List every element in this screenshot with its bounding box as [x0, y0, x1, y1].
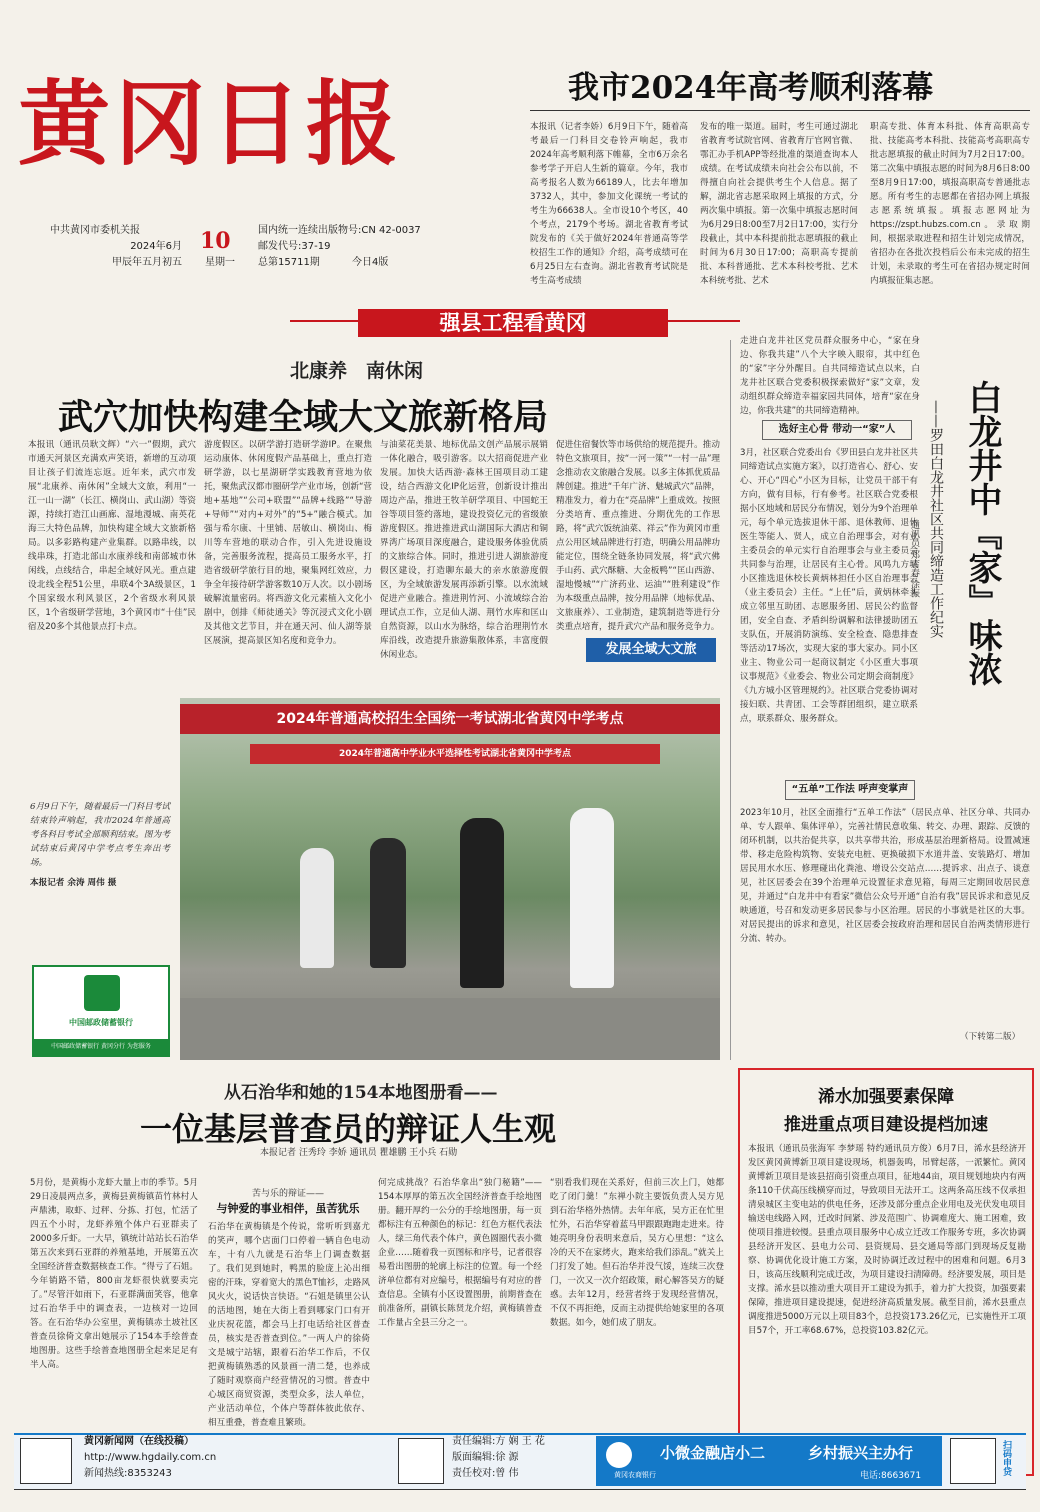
masthead-logo: 黄冈日报 [18, 70, 403, 178]
lead-headline: 我市2024年高考顺利落幕 [568, 70, 934, 106]
lead-col-1: 本报讯（记者李娇）6月9日下午，随着高考最后一门科目交卷铃声响起，我市2024年高考顺利落下帷幕，全市6万余名参考学子开启人生新的篇章。今年，我市高考报名人数为66189人，比去年增加3732人，其中，参加文化课统一考试的考生为66638人。全市设10个考区，40个考点，2179个考场。湖北省教育考试院发布的《关于做好2024年普通高等学校招生工作的通知》介绍，高考成绩可在6月25日左右查询。湖北省教育考试院是考生高考成绩 [530, 122, 688, 286]
weekday: 星期一 [205, 257, 235, 268]
student-figure [300, 848, 334, 968]
hotline: 新闻热线:8353243 [84, 1468, 172, 1479]
photo-banner-1: 2024年普通高校招生全国统一考试湖北省黄冈中学考点 [180, 704, 720, 734]
story2-byline: 通讯员 郑吉春 涂振 [909, 520, 919, 598]
story2-sub-2: “五单”工作法 呼声变掌声 [785, 780, 915, 800]
story3-headline: 一位基层普查员的辩证人生观 [140, 1110, 557, 1148]
story3-col-4: “别看我们现在关系好，但前三次上门，她都吃了闭门羹！”东禅小院主要饭负责人吴方见到石治华格外热情。去年年底，吴方正在忙里忙外，石治华穿着蓝马甲跟跟跑跑走进来。待她亮明身份表明来意后，吴方心里想：“这么冷的天不在家烤火，跑来给我们添乱。”就关上门打发了她。但石治华并没气馁，连续三次登门，一次又一次介绍政策，耐心解答吴方的疑惑。去年12月，经营者终于发现经营情况，不仅不再拒绝，反而主动提供给她家里的各项数据。如今，她们成了朋友。 [550, 1178, 724, 1328]
story2-headline: 白龙井中『家』味浓 [962, 380, 1002, 686]
editor-3: 责任校对:曾 伟 [452, 1468, 519, 1479]
editor-2: 版面编辑:徐 源 [452, 1452, 519, 1463]
scan-label: 扫码申贷 [1001, 1440, 1011, 1476]
cn-code: 国内统一连续出版物号:CN 42-0037 [258, 225, 421, 236]
lunar-date: 甲辰年五月初五 [112, 257, 182, 268]
section-banner: 强县工程看黄冈 [358, 309, 668, 337]
story1-tag: 发展全域大文旅 [586, 638, 716, 662]
bank-logo-icon [84, 975, 120, 1011]
date: 2024年6月 [130, 241, 182, 252]
editor-1: 责任编辑:方 娴 王 花 [452, 1436, 545, 1447]
story2-part-2: 2023年10月，社区全面推行“五单工作法”（居民点单、社区分单、共同办单、专人跟单、集体评单），完善社情民意收集、转交、办理、跟踪、反馈的闭环机制，以共治促共享，以共享带共治，形成基层治理新格局。设置减速带、移走危险构筑物、安装充电桩、更换破损下水道井盖、安装路灯、增加居民用水水压、修理碰出化粪池、增设公交站点……提诉求、出点子、谈意见，社区居委会在39个治理单元设置征求意见箱，每周三定期回收居民意见，并通过“白龙井中有看家”微信公众号开通“自治有我”居民诉求和意见反映通道，号召和发动更多居民参与小区治理。居民的小事就是社区的大事。对居民提出的诉求和意见，社区居委会按政府治理和居民自治两类情形进行分流、转办。 [740, 808, 1030, 944]
student-figure [370, 838, 406, 968]
story3-byline: 本报记者 汪秀玲 李娇 通讯员 瞿雄鹏 王小兵 石勋 [260, 1148, 458, 1158]
story1-col-4: 促进住宿餐饮等市场供给的规范提升。推动特色文旅项目，按“一河一策”“一村一品”理念推动农文旅融合发展。以多主体抓优质品牌创建。推进“千年广济、魅城武穴”品牌，精准发力，着力在“亮品牌”上重成效。按照分类培育、重点推进、分期优先的工作思路，将“武穴饭统油菜、祥云”作为黄冈市重点公用区域品牌进行打造，明确公用品牌功能定位，围绕全链条协同发展，将“武穴佛手山药、武穴酥糖、大金板鸭”“匡山西游、湿地慢城”“广济药业、运油”“胜利建设”作为本级重点品牌，按分用品牌（地标优品、文旅康养）、工业制造，建筑制造等进行分类重点培育，提升武穴产品和服务竞争力。 [556, 440, 720, 632]
story2-continue: （下转第二版） [960, 1032, 1021, 1042]
story2-part-1: 3月，社区联合党委出台《罗田县白龙井社区共同缔造试点实施方案》，以打造省心、舒心、安心、开心“四心”小区为目标，让党员干部干有方向，做有目标，行有參考。社区联合党委根据小区地域和居民分布情况，划分为9个治理单元，每个单元选拔退休干部、退休教师、退休医生等能人、贤人，成立自治理事会，对有业主委员会的单元实行自治理事会与业主委员会共同参与治理，让居民有主心骨。风鸣九方城小区推选退休校长黄炳林担任小区自治理事会（业主委员会）主任。“上任”后，黄炳林牵头成立邻里互助团、志愿服务团、居民公约监督团，安全自查、矛盾纠纷调解和法律援助团五支队伍，开展消防演练、安全检查、隐患排查等活动17场次，实现大家的事大家办。同小区业主、物业公司一起商议制定《小区重大事项议事规范》《业委会、物业公司定期会商制度》《九方城小区管理规约》。社区联合党委协调对接妇联、共青团、工会等群团组织，建立联系点，联系群众、服务群众。 [740, 448, 918, 724]
bank-name: 黄冈农商银行 [614, 1471, 656, 1479]
day-number: 10 [200, 228, 231, 254]
exam-photo [180, 698, 720, 1060]
story3-col-3: 何完成挑战？石治华拿出“独门秘籍”——154本厚厚的第五次全国经济普查手绘地图册。翻开厚约一公分的手绘地图册，每一页都标注有五种颜色的标记：红色方框代表法人，绿三角代表个体户，黄色圆圈代表小微企业……随着我一页图标和序号，记者很容易看出图册的轮廓上标注的位置。每一个经济单位都有对应编号，根据编号有对应的普查信息。全镇有小区设置图册，前期普查在前准备所，副镇长陈贤龙介绍，黄梅镇普查工作量占全县三分之一。 [378, 1178, 542, 1328]
road [180, 998, 720, 1060]
story3-sub-kicker: 苦与乐的辩证—— [251, 1189, 324, 1199]
ad-bank-name: 中国邮政储蓄银行 [69, 1018, 133, 1027]
site-label: 黄冈新闻网（在线投稿） [84, 1436, 194, 1447]
postal-code: 邮发代号:37-19 [258, 241, 331, 252]
ad-slogan-2: 乡村振兴主办行 [808, 1444, 914, 1462]
story4-headline-1: 浠水加强要素保障 [818, 1087, 954, 1107]
page-count: 今日4版 [352, 257, 389, 268]
story3-sub-headline: 与钟爱的事业相伴，虽苦犹乐 [216, 1202, 360, 1215]
story3-kicker: 从石治华和她的154本地图册看—— [224, 1083, 498, 1103]
site-url[interactable]: http://www.hgdaily.com.cn [84, 1452, 217, 1463]
qr-code-icon [20, 1438, 72, 1484]
story1-headline: 武穴加快构建全域大文旅新格局 [58, 397, 549, 438]
story3-col-1: 5月份，是黄梅小龙虾大量上市的季节。5月29日凌晨两点多，黄梅县黄梅镇苗竹林村人声鼎沸，取虾、过秤、分拣、打包，忙活了四五个小时，龙虾养殖个体户石亚群卖了2000多斤虾。一大早，镇统计站站长石治华第五次来到石亚群的养殖基地，开展第五次全国经济普查数据核查工作。“得亏了石姐。今年销路不错，800亩龙虾很快就要卖完了。”尽管汗如雨下，石亚群满面笑容，他拿过石治华手中的调查表，一边核对一边回答。在石治华办公室里，黄梅镇赤土坡社区普查员徐倚文拿出她展示了154本手绘普查地图册。这些手绘普查地图册全起来足足有半人高。 [30, 1178, 198, 1370]
lead-col-3: 职高专批、体育本科批、体育高职高专批、技能高考本科批、技能高考高职高专批志愿填报的截止时间为7月2日17:00。第二次集中填报志愿的时间为8月6日8:00至8月9日17:00，填报高职高专普通批志愿。所有考生的志愿都在省招办网上填报志愿系统填报。填报志愿网址为https://zspt.hubzs.com.cn。录取期间，根据录取进程和招生计划完成情况，省招办在各批次投档后公布未完成的招生计划，未录取的考生可在省招办规定时间内填报征集志愿。 [870, 122, 1030, 286]
story2-lead: 走进白龙井社区党员群众服务中心，“家在身边、你我共建”八个大字映入眼帘，其中红色的“家”字分外醒目。自共同缔造试点以来，白龙井社区联合党委积极探索做好“家”文章，发动组织群众缔造幸福家园共同体，培育“家在身边，你我共建”的共同缔造精神。 [740, 336, 920, 416]
bank-logo-icon [606, 1442, 632, 1468]
ad-phone: 电话:8663671 [860, 1471, 922, 1481]
publisher: 中共黄冈市委机关报 [50, 225, 140, 236]
story1-col-1: 本报讯（通讯员耿文辉）“六一”假期，武穴市通天河景区充满欢声笑语，新增的互动项目让孩子们流连忘返。近年来，武穴市发展“北康养、南休闲”全域大文旅，利用“一江一山一湖”（长江、横岗山、武山湖）等资源，持续打造江山画廊、湿地漫城、南英花海三大特色品牌，加快构建全域大文旅新格局。以多彩路构建产业集群。以路串线，以线串珠，打造北部山水康养线和南部城市休闲线，点线结合，串起全域好风光。重点建设北线全程51公里，串联4个3A级景区，1个国家级水利风景区，2个省级水利风景区，1个省级研学营地，3个黄冈市“十佳”民宿及20多个其他景点打卡点。 [28, 440, 196, 632]
story3-col-2: 石治华在黄梅镇是个传说，常听听到嘉尤的笑声，哪个店面门口停着一辆自色电动车，十有八九就是石治华上门调查数据了。我们见到她时，鸭黑的脸庞上沁出细密的汗珠，穿着宽大的黑色T恤衫，走路风风火火，说话快言快语。“石姐是镇里公认的活地图，她在大街上看到哪家门口有开业庆祝花篮，都会马上打电话给社区普查员，核实是否普查到位。”一两人户的徐倚文是城宁站辖，跟着石治华工作后，不仅把黄梅镇熟悉的风景画一清二楚，也养成了随时观察商户经营情况的习惯。普查中心城区商贸资源，类型众多，法人单位，产业活动单位，个体户等群体彼此依存、相互重叠，普查难且繁琐。 [208, 1222, 370, 1428]
qr-code-icon[interactable] [950, 1438, 996, 1484]
story1-col-3: 与油菜花美景、地标优品文创产品展示展销一体化融合，吸引游客。以大招商促进产业发展。加快大话西游·森林王国项目动工建设，结合西游文化IP化运营，创新设计推出周边产品，推进王牧羊研学项目、中国蛇王谷等项目签约落地，建设投资亿元的省级旅游度假区。推进推进武山湖国际大酒店和铜界湾广场项目深度融合，建设服务体验优质的文旅综合体。同时，推进引进人湖旅游度假区建设，打造聊东最大的亲水旅游度假区，为全域旅游发展再添新引擎。以水流域促进产业融合。推进荆竹河、小流域综合治理试点工作，立足仙人湖、荆竹水库和匡山自然资源，以山水为脉络，综合治理荆竹水库沿线，改造提升旅游集散体系，丰富度假休闲业态。 [380, 440, 548, 660]
photo-credit: 本报记者 余涛 周伟 摄 [30, 878, 117, 888]
story2-sub-1: 选好主心骨 带动一“家”人 [762, 420, 912, 440]
photo-caption: 6月9日下午，随着最后一门科目考试结束铃声响起，我市2024年普通高考各科目考试全部顺利结束。图为考试结束后黄冈中学考点考生奔出考场。 [30, 802, 170, 868]
postal-bank-ad [32, 965, 170, 1057]
story2-subheadline: ——罗田白龙井社区共同缔造工作纪实 [928, 400, 944, 638]
issue-number: 总第15711期 [258, 257, 320, 268]
student-figure [570, 808, 614, 988]
lead-col-2: 发布的唯一渠道。届时，考生可通过湖北省教育考试院官网、省教育厅官网官微、鄂汇办手机APP等经批准的渠道查询本人成绩。在考试成绩未向社会公布以前，不得擅自向社会提供考生个人信息。据了解，湖北省志愿采取网上填报的方式，分两次集中填报。第一次集中填报志愿时间为6月29日8:00至7月2日17:00，实行分段截止，其中本科提前批志愿填报的截止时间为6月30日17:00；高职高专提前批、本科普通批、艺术本科校考批、艺术本科统考批、艺术 [700, 122, 858, 286]
story1-kicker: 北康养 南休闲 [290, 360, 424, 382]
photo-banner-2: 2024年普通高中学业水平选择性考试湖北省黄冈中学考点 [250, 744, 660, 764]
story1-col-2: 游度假区。以研学游打造研学游IP。在聚焦运动康体、休闲度假产品基础上，重点打造研学游，以七星湖研学实践教育营地为依托，聚焦武汉都市圈研学产业市场，创新“营地+基地”“公司+联盟”“品牌+线路”“导游+导师”“对内+对外”的“5+”融合模式。加强与希尔康、十里铺、居敏山、横岗山、梅川等车营地的联动合作，引入先进设施设备，完善服务流程，提高员工服务水平，打造省级研学旅行目的地，聚集网红效应，力争全年接待研学游客数10万人次。以小剧场破解流量密码。将西游文化元素植入文化小剧中，创排《师徒通关》等沉浸式文化小剧及其他文艺节目，并在通天河、仙人湖等景区展演，提高景区知名度和竞争力。 [204, 440, 372, 646]
student-figure [460, 818, 504, 988]
story4-body: 本报讯（通讯员张海军 李梦瑶 特约通讯员方俊）6月7日，浠水县经济开发区黄冈黄博新卫项目建设现场，机器轰鸣，吊臂起落，一派繁忙。黄冈黄博新卫项目是该县招商引资重点项目，征地44亩，项目规划地块内有两条110千伏高压线横穿而过，导致项目无法开工。这两条高压线不仅承担清泉城区主变电站的供电任务，还涉及部分重点企业用电及光伏发电项目输送电线路入网，迁改时间紧、涉及范围广、协调难度大、施工困难，致使项目推进较慢。县重点项目服务中心成立迁改工作服务专班，多次协调县经济开发区、县电力公司、县资规局、县交通局等部门到现场反复勘察、协调优化设计施工方案，及时协调迁改过程中的困难和问题。6月3日，该高压线顺利完成迁改，为项目建设扫清障碍。经济要发展，项目是支撑。浠水县以推动重大项目开工建设为抓手，着力扩大投资，加强要素保障，推进项目建设提速，促进经济高质量发展。截至目前，浠水县重点调度推进5000万元以上项目83个，总投资173.26亿元，已实施性开工项目57个，开工率68.67%，总投资103.82亿元。 [748, 1144, 1026, 1336]
ad-slogan: 中国邮政储蓄银行 黄冈分行 为您服务 [34, 1039, 168, 1055]
story4-headline-2: 推进重点项目建设提档加速 [784, 1115, 988, 1135]
ad-slogan-1: 小微金融店小二 [660, 1444, 766, 1462]
qr-code-icon [398, 1438, 444, 1484]
